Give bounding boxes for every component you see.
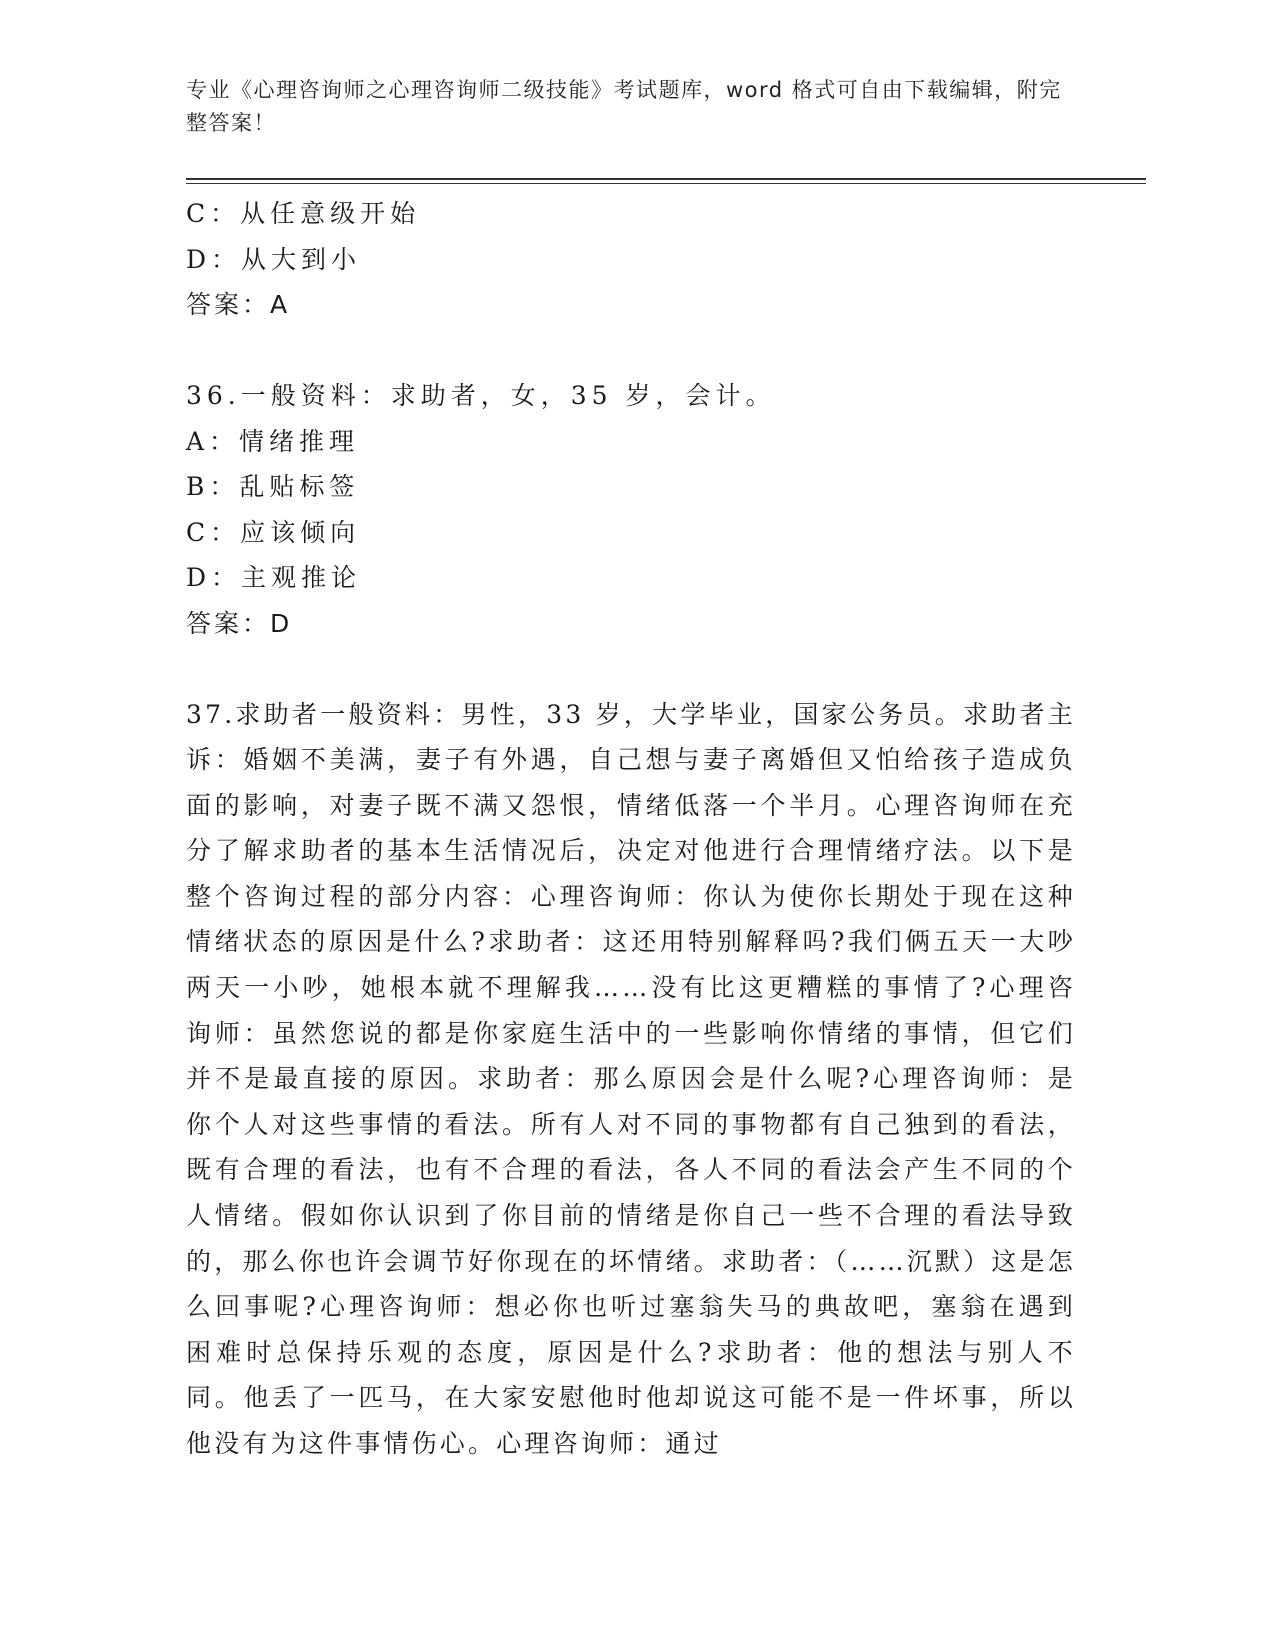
q36-stem: 36.一般资料：求助者，女，35 岁，会计。 [186, 381, 776, 410]
spacer [186, 328, 1076, 374]
q35-answer: 答案：A [186, 290, 291, 319]
document-header: 专业《心理咨询师之心理咨询师二级技能》考试题库，word 格式可自由下载编辑，附完整答案！ [186, 78, 1062, 135]
q36-answer: 答案：D [186, 608, 293, 638]
q36-option-c: C：应该倾向 [186, 517, 361, 547]
divider-thick-line [186, 178, 1146, 180]
header-divider [186, 178, 1146, 184]
q35-option-d: D：从大到小 [186, 244, 362, 274]
q37-stem: 37.求助者一般资料：男性，33 岁，大学毕业，国家公务员。求助者主诉：婚姻不美满，妻子有外遇，自己想与妻子离婚但又怕给孩子造成负面的影响，对妻子既不满又怨恨，情绪低落一个半月。心理咨询师在充分了解求助者的基本生活情况后，决定对他进行合理情绪疗法。以下是整个咨询过程的部分内容：心理咨询师：你认为使你长期处于现在这种情绪状态的原因是什么?求助者：这还用特别解释吗?我们俩五天一大吵两天一小吵，她根本就不理解我……没有比这更糟糕的事情了?心理咨询师：虽然您说的都是你家庭生活中的一些影响你情绪的事情，但它们并不是最直接的原因。求助者：那么原因会是什么呢?心理咨询师：是你个人对这些事情的看法。所有人对不同的事物都有自己独到的看法，既有合理的看法，也有不合理的看法，各人不同的看法会产生不同的个人情绪。假如你认识到了你目前的情绪是你自己一些不合理的看法导致的，那么你也许会调节好你现在的坏情绪。求助者：（……沉默）这是怎么回事呢?心理咨询师：想必你也听过塞翁失马的典故吧，塞翁在遇到困难时总保持乐观的态度，原因是什么?求助者：他的想法与别人不同。他丢了一匹马，在大家安慰他时他却说这可能不是一件坏事，所以他没有为这件事情伤心。心理咨询师：通过 [186, 699, 1076, 1458]
divider-thin-line [186, 183, 1146, 184]
q36-option-a: A：情绪推理 [186, 426, 360, 456]
spacer [186, 646, 1076, 692]
q36-option-b: B：乱贴标签 [186, 472, 360, 501]
document-body [186, 191, 1076, 1467]
q36-option-d: D：主观推论 [186, 563, 362, 592]
q35-option-c: C：从任意级开始 [186, 199, 421, 228]
